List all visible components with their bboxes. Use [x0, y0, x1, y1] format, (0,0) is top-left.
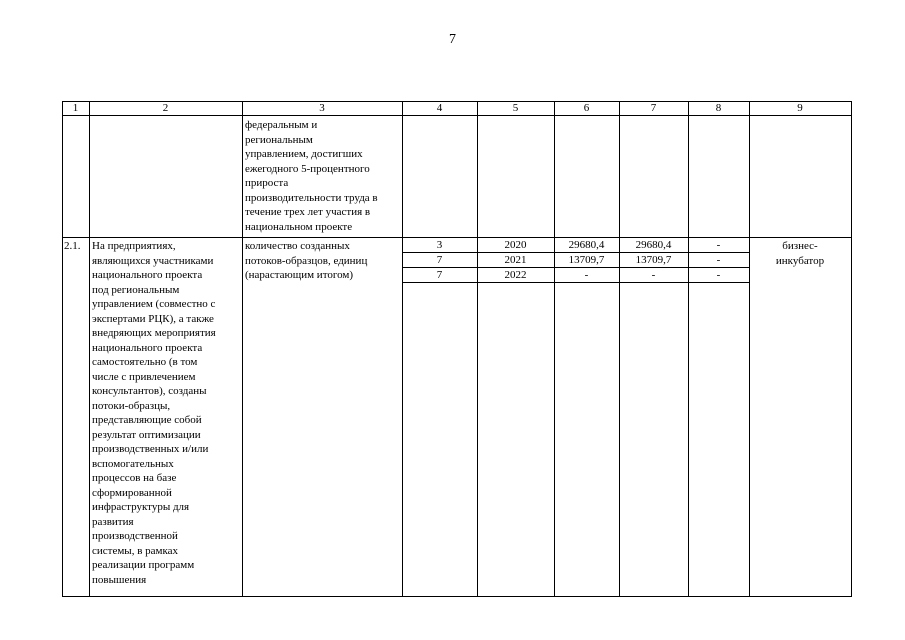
description-line: представляющие собой: [92, 414, 202, 426]
description-line: инфраструктуры для: [92, 501, 190, 513]
indicator-line: количество созданных: [245, 240, 350, 252]
indicator-line: потоков-образцов, единиц: [245, 254, 368, 267]
header-col-4: 4: [436, 102, 443, 114]
header-col-2: 2: [162, 102, 169, 114]
subrow-value-col6: 13709,7: [568, 254, 605, 266]
description-line: результат оптимизации: [92, 428, 201, 441]
description-line: консультантов), созданы: [92, 385, 207, 397]
description-line: национального проекта: [92, 341, 203, 354]
description-line: внедряющих мероприятия: [92, 327, 216, 339]
description-line: экспертами РЦК), а также: [92, 312, 214, 325]
description-line: являющихся участниками: [92, 254, 214, 267]
subrow-value-col7: -: [651, 269, 656, 281]
table-bottom-border: [62, 596, 851, 597]
subrow-value-col4: 3: [436, 239, 443, 251]
description-line: самостоятельно (в том: [92, 356, 198, 368]
subrow-value-col4: 7: [436, 254, 443, 266]
carry-over-line: национальном проекте: [245, 220, 353, 233]
description-line: повышения: [92, 573, 147, 586]
subrow-value-col7: 29680,4: [635, 239, 672, 251]
col-border-0: [62, 101, 63, 597]
col-border-8: [749, 101, 750, 597]
carry-over-line: региональным: [245, 133, 313, 146]
subrow-value-col6: 29680,4: [568, 239, 605, 251]
col-border-2: [242, 101, 243, 597]
description-line: вспомогательных: [92, 457, 174, 470]
subrow-year: 2022: [504, 269, 527, 281]
description-line: сформированной: [92, 486, 172, 499]
header-bottom-border: [62, 115, 851, 116]
carry-over-line: прироста: [245, 177, 289, 189]
col-border-7: [688, 101, 689, 597]
col-border-9: [851, 101, 852, 597]
description-line: управлением (совместно с: [92, 298, 216, 310]
col-border-6: [619, 101, 620, 597]
row-number: 2.1.: [64, 240, 81, 252]
description-line: процессов на базе: [92, 472, 177, 484]
description-line: производственных и/или: [92, 443, 209, 455]
description-line: На предприятиях,: [92, 240, 176, 252]
subrow-value-col6: -: [584, 269, 589, 281]
subrow-value-col7: 13709,7: [635, 254, 672, 266]
description-line: числе с привлечением: [92, 370, 196, 383]
description-line: производственной: [92, 530, 178, 542]
description-line: национального проекта: [92, 269, 203, 281]
description-line: потоки-образцы,: [92, 399, 171, 412]
infrastructure-line: инкубатор: [775, 254, 825, 267]
carry-over-line: производительности труда в: [245, 191, 378, 204]
col-border-3: [402, 101, 403, 597]
header-col-5: 5: [512, 102, 519, 114]
description-line: реализации программ: [92, 559, 195, 571]
col-border-4: [477, 101, 478, 597]
subrow-value-col8: -: [716, 254, 721, 266]
col-border-5: [554, 101, 555, 597]
carry-over-line: течение трех лет участия в: [245, 206, 371, 218]
header-col-1: 1: [72, 102, 79, 114]
header-col-9: 9: [797, 102, 803, 114]
carry-over-line: управлением, достигших: [245, 148, 363, 160]
header-col-3: 3: [319, 102, 325, 114]
description-line: развития: [92, 515, 134, 528]
col-border-1: [89, 101, 90, 597]
subrow-value-col4: 7: [436, 269, 443, 281]
header-col-8: 8: [715, 102, 722, 114]
header-col-7: 7: [650, 102, 657, 114]
carry-over-line: ежегодного 5-процентного: [245, 162, 370, 175]
infrastructure-line: бизнес-: [782, 240, 818, 252]
indicator-line: (нарастающим итогом): [245, 269, 354, 281]
page-number: 7: [449, 32, 456, 47]
subrow-value-col8: -: [716, 269, 721, 281]
subrow-year: 2021: [504, 254, 527, 266]
carry-over-line: федеральным и: [245, 119, 318, 131]
subrow-value-col8: -: [716, 239, 721, 251]
description-line: системы, в рамках: [92, 544, 179, 557]
subrow-year: 2020: [504, 239, 527, 251]
description-line: под региональным: [92, 283, 180, 296]
header-col-6: 6: [583, 102, 590, 114]
